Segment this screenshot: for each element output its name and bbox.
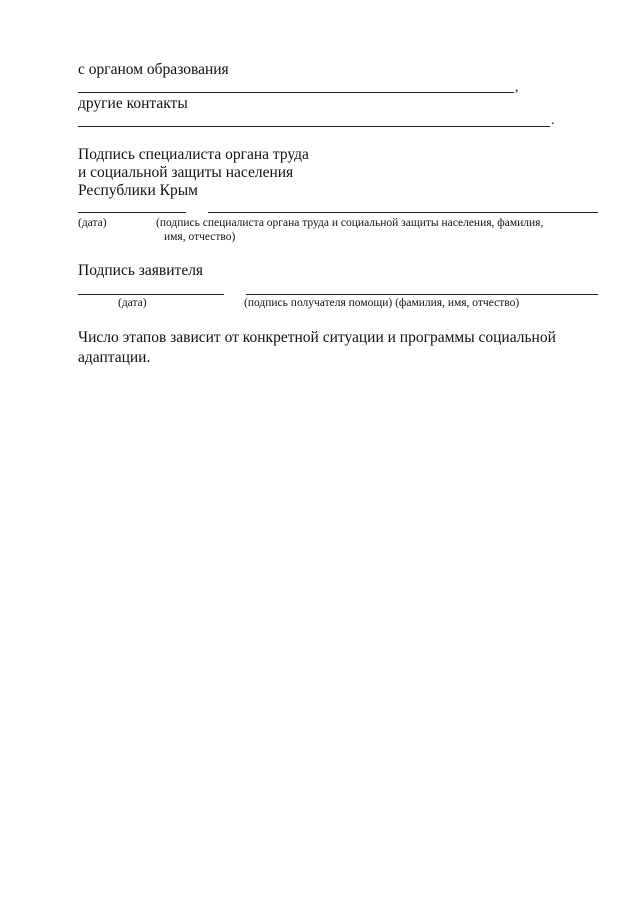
applicant-heading: Подпись заявителя [78, 262, 204, 279]
applicant-signature-caption: (подпись получателя помощи) (фамилия, имя, отчество) [244, 297, 520, 309]
specialist-heading-line2: и социальной защиты населения [78, 164, 294, 181]
specialist-date-caption: (дата) [78, 217, 107, 229]
applicant-date-caption: (дата) [118, 297, 147, 309]
specialist-heading-line3: Республики Крым [78, 182, 198, 199]
specialist-signature-caption-line1: (подпись специалиста органа труда и социальной защиты населения, фамилия, [156, 217, 544, 229]
education-contact-label: с органом образования [78, 61, 229, 78]
footnote-line2: адаптации. [78, 349, 151, 366]
specialist-date-line [78, 212, 186, 213]
other-contacts-line [78, 126, 550, 127]
footnote-line1: Число этапов зависит от конкретной ситуации и программы социальной [78, 329, 556, 346]
other-contacts-period: . [551, 113, 555, 128]
education-contact-comma: , [515, 80, 519, 95]
applicant-date-line [78, 294, 224, 295]
education-contact-line [78, 92, 514, 93]
specialist-signature-line [208, 212, 598, 213]
applicant-signature-line [246, 294, 598, 295]
specialist-signature-caption-line2: имя, отчество) [164, 231, 236, 243]
other-contacts-label: другие контакты [78, 95, 188, 112]
specialist-heading-line1: Подпись специалиста органа труда [78, 146, 309, 163]
